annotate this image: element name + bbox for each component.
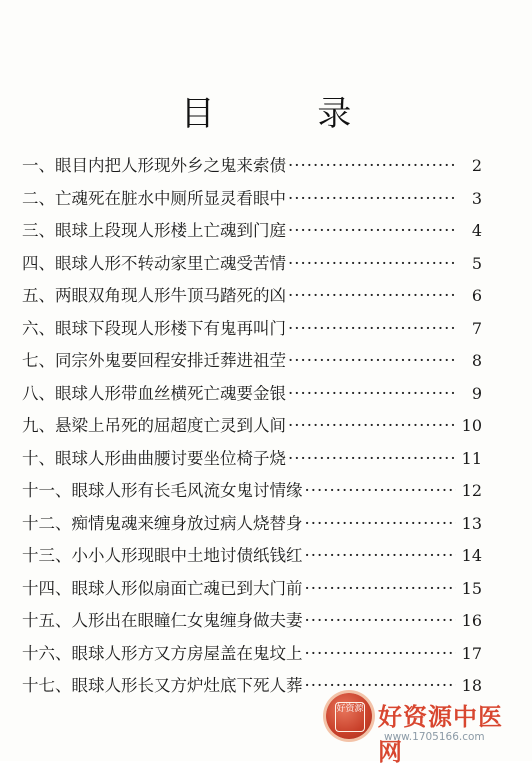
toc-entry — [22, 380, 482, 413]
toc-entry — [22, 217, 482, 250]
toc-entry-page-number: 14 — [461, 546, 482, 565]
toc-leader-dots — [288, 221, 456, 240]
toc-entry — [22, 575, 482, 608]
watermark-url: www.1705166.com — [384, 731, 485, 743]
toc-leader-dots — [305, 644, 457, 663]
toc-entry — [22, 477, 482, 510]
table-of-contents — [22, 152, 482, 705]
toc-entry-page-number: 9 — [471, 383, 482, 403]
toc-leader-dots — [288, 351, 456, 370]
toc-entry-title: 一、眼目内把人形现外乡之鬼来索债 — [22, 156, 286, 175]
toc-leader-dots — [305, 514, 457, 533]
toc-leader-dots — [288, 286, 456, 305]
toc-entry — [22, 282, 482, 315]
toc-leader-dots — [288, 319, 456, 338]
toc-entry — [22, 315, 482, 348]
toc-entry-page-number: 2 — [471, 156, 482, 175]
toc-entry-page-number: 17 — [461, 643, 482, 663]
toc-entry-page-number: 5 — [471, 253, 482, 273]
toc-entry — [22, 152, 482, 185]
toc-entry-title: 六、眼球下段现人形楼下有鬼再叫门 — [22, 318, 286, 338]
toc-entry-title: 七、同宗外鬼要回程安排迁葬进祖茔 — [22, 351, 286, 370]
toc-entry — [22, 640, 482, 673]
toc-entry — [22, 347, 482, 380]
toc-entry-page-number: 10 — [461, 416, 482, 435]
toc-leader-dots — [305, 546, 457, 565]
toc-entry-title: 九、悬梁上吊死的屈超度亡灵到人间 — [22, 416, 286, 435]
toc-leader-dots — [305, 579, 457, 598]
toc-entry-page-number: 15 — [461, 578, 482, 598]
toc-entry-title: 十五、人形出在眼瞳仁女鬼缠身做夫妻 — [22, 611, 303, 630]
toc-leader-dots — [288, 254, 456, 273]
toc-entry-title: 二、亡魂死在脏水中厕所显灵看眼中 — [22, 188, 286, 208]
toc-entry — [22, 607, 482, 640]
toc-entry-title: 十二、痴情鬼魂来缠身放过病人烧替身 — [22, 513, 303, 533]
toc-entry-title: 八、眼球人形带血丝横死亡魂要金银 — [22, 383, 286, 403]
toc-entry-title: 五、两眼双角现人形牛顶马踏死的凶 — [22, 286, 286, 305]
toc-leader-dots — [305, 611, 457, 630]
toc-leader-dots — [288, 384, 456, 403]
toc-entry-title: 十一、眼球人形有长毛风流女鬼讨情缘 — [22, 481, 303, 500]
toc-entry — [22, 412, 482, 445]
toc-entry-page-number: 6 — [471, 286, 482, 305]
toc-entry-title: 四、眼球人形不转动家里亡魂受苦情 — [22, 253, 286, 273]
toc-entry-page-number: 7 — [471, 318, 482, 338]
toc-entry — [22, 542, 482, 575]
watermark-site-name: 好资源中医网 — [378, 703, 503, 766]
toc-leader-dots — [305, 481, 457, 500]
toc-entry-page-number: 12 — [461, 481, 482, 500]
toc-leader-dots — [288, 416, 456, 435]
toc-entry-title: 十三、小小人形现眼中土地讨债纸钱红 — [22, 546, 303, 565]
toc-entry — [22, 250, 482, 283]
toc-entry-page-number: 18 — [461, 676, 482, 695]
toc-entry-page-number: 4 — [471, 221, 482, 240]
toc-entry-page-number: 16 — [461, 611, 482, 630]
toc-entry-title: 十四、眼球人形似扇面亡魂已到大门前 — [22, 578, 303, 598]
toc-leader-dots — [288, 449, 456, 468]
toc-entry-title: 十七、眼球人形长又方炉灶底下死人葬 — [22, 676, 303, 695]
toc-entry — [22, 510, 482, 543]
toc-entry — [22, 445, 482, 478]
seal-logo-icon — [326, 693, 372, 739]
page-title: 目 录 — [180, 94, 398, 134]
toc-entry-page-number: 3 — [471, 188, 482, 208]
toc-entry — [22, 185, 482, 218]
toc-entry-page-number: 13 — [461, 513, 482, 533]
toc-leader-dots — [288, 189, 456, 208]
toc-entry-page-number: 8 — [471, 351, 482, 370]
toc-entry-title: 三、眼球上段现人形楼上亡魂到门庭 — [22, 221, 286, 240]
toc-entry-title: 十六、眼球人形方又方房屋盖在鬼坟上 — [22, 643, 303, 663]
toc-leader-dots — [288, 156, 456, 175]
watermark — [326, 693, 526, 766]
seal-text: 好资源 — [335, 702, 365, 732]
toc-entry-title: 十、眼球人形曲曲腰讨要坐位椅子烧 — [22, 448, 286, 468]
toc-entry-page-number: 11 — [461, 448, 482, 468]
